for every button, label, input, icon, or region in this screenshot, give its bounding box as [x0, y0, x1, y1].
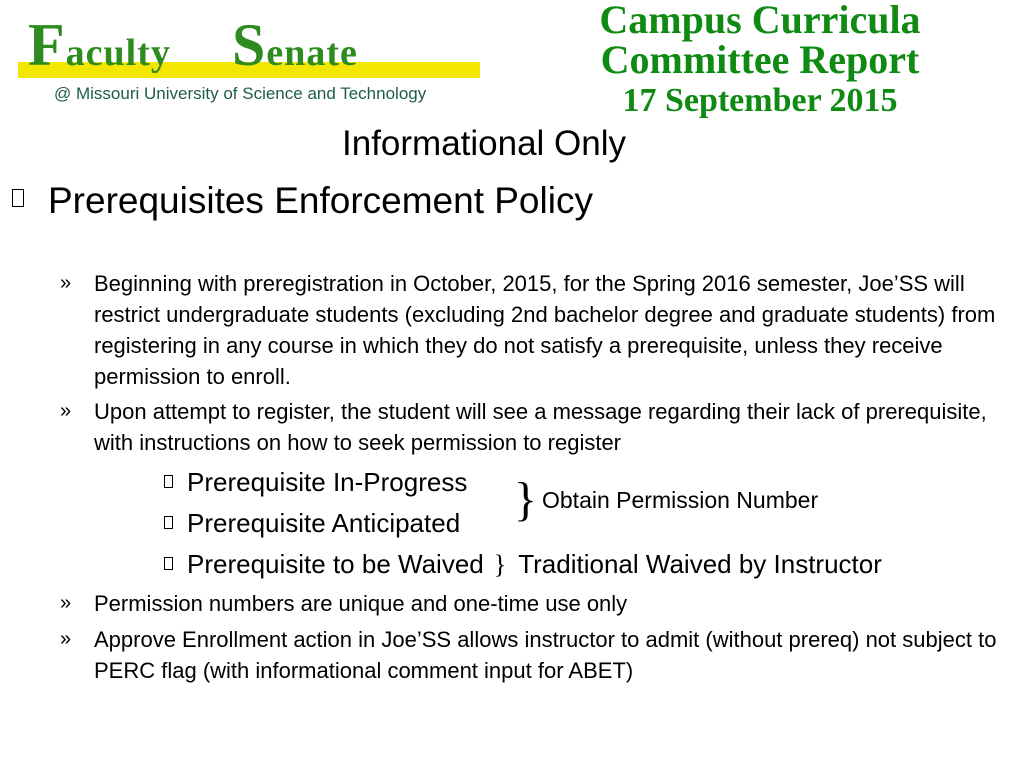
chevron-bullet-icon: » [60, 628, 72, 650]
obtain-permission-note: Obtain Permission Number [542, 487, 819, 513]
bullet-item [60, 624, 1010, 686]
sub-item [164, 465, 467, 499]
square-bullet-icon [12, 189, 24, 207]
waived-note: Traditional Waived by Instructor [518, 549, 882, 579]
square-bullet-icon [164, 557, 173, 570]
logo-subtitle: @ Missouri University of Science and Technology [54, 84, 427, 103]
sub-item [164, 506, 460, 540]
bullet-text: Approve Enrollment action in Joe’SS allows instructor to admit (without prereq) not subject to PERC flag (with informational comment input for ABET) [94, 627, 997, 683]
logo-wordmark [18, 14, 480, 80]
sub-item-label: Prerequisite to be Waived [187, 549, 484, 579]
bullet-text: Upon attempt to register, the student will see a message regarding their lack of prerequisite, with instructions on how to seek permission to register [94, 399, 987, 455]
bullet-item [60, 588, 1010, 619]
sub-item [164, 547, 882, 582]
title-line-1: Campus Curricula [599, 0, 921, 42]
report-date: 17 September 2015 [622, 82, 898, 119]
bullet-text: Permission numbers are unique and one-time use only [94, 591, 628, 616]
right-brace: } [514, 473, 538, 526]
right-brace: } [493, 550, 507, 579]
policy-heading-text: Prerequisites Enforcement Policy [48, 180, 593, 221]
bullet-text: Beginning with preregistration in October, 2015, for the Spring 2016 semester, Joe’SS will restrict undergraduate students (excluding 2nd bachelor degree and graduate students) from registering in any course in which they do not satisfy a prerequisite, unless they receive permission to enroll. [94, 271, 996, 389]
chevron-bullet-icon: » [60, 400, 72, 422]
informational-only-heading: Informational Only [342, 124, 627, 163]
square-bullet-icon [164, 516, 173, 529]
report-title [560, 0, 960, 120]
logo-word-faculty: Faculty [28, 12, 171, 78]
square-bullet-icon [164, 475, 173, 488]
logo-word-senate: Senate [232, 12, 358, 78]
chevron-bullet-icon: » [60, 272, 72, 294]
sub-item-label: Prerequisite Anticipated [187, 508, 461, 538]
bullet-item [60, 396, 1010, 458]
faculty-senate-logo [18, 14, 480, 110]
chevron-bullet-icon: » [60, 592, 72, 614]
sub-item-label: Prerequisite In-Progress [187, 467, 468, 497]
bullet-item [60, 268, 1010, 392]
title-line-2: Committee Report [600, 37, 920, 82]
policy-heading [12, 180, 593, 222]
